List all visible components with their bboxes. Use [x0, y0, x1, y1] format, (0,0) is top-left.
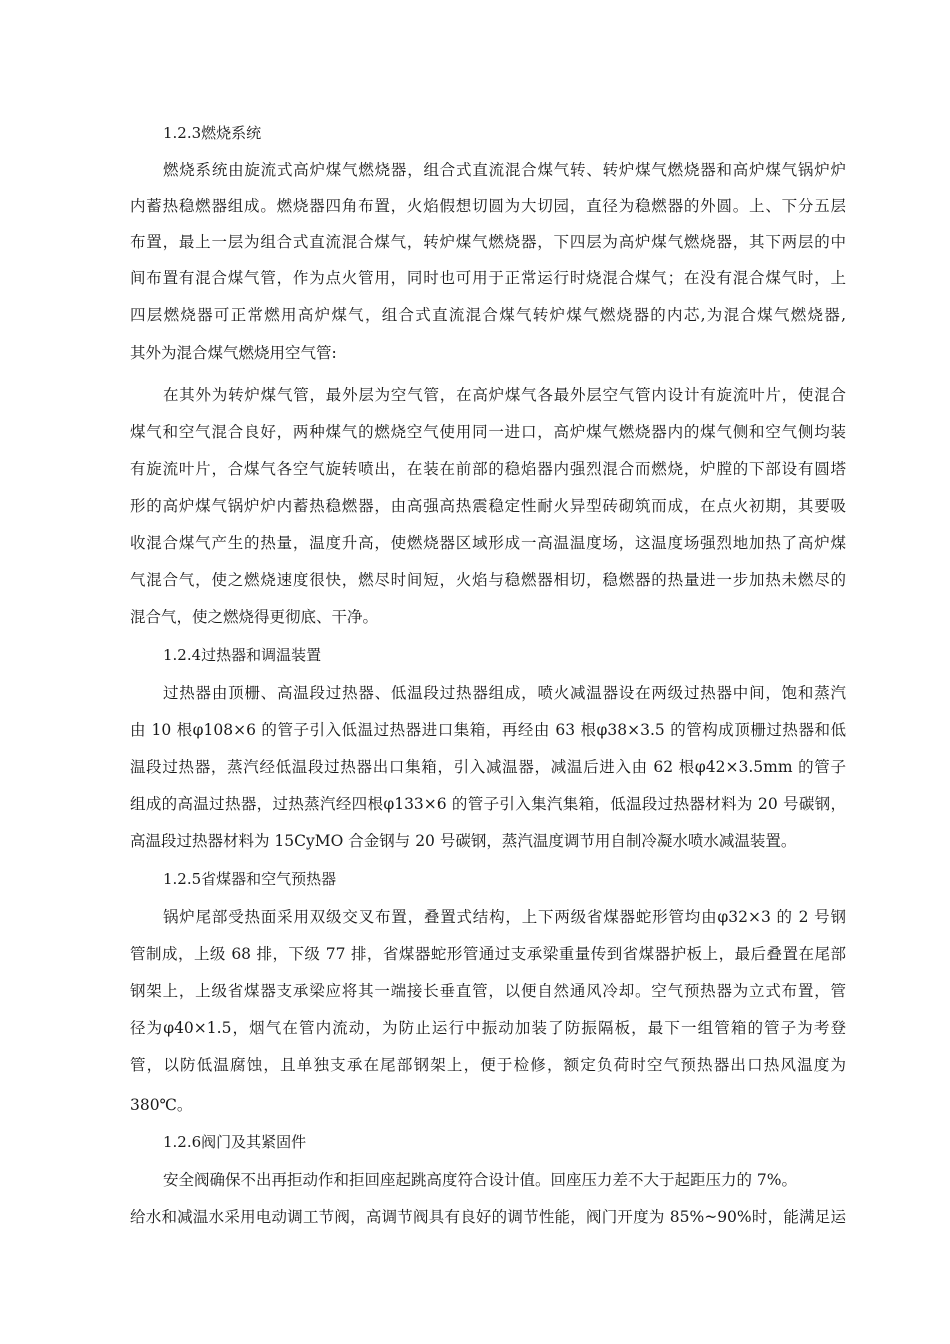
section-heading-superheater: 1.2.4过热器和调温装置 — [163, 646, 322, 664]
paragraph-line: 有旋流叶片，合煤气各空气旋转喷出，在装在前部的稳焰器内强烈混合而燃烧，炉膛的下部设有圆塔 — [130, 460, 846, 478]
paragraph-line: 四层燃烧器可正常燃用高炉煤气，组合式直流混合煤气转炉煤气燃烧器的内芯,为混合煤气燃烧器, — [130, 306, 846, 324]
paragraph-line: 燃烧系统由旋流式高炉煤气燃烧器，组合式直流混合煤气转、转炉煤气燃烧器和高炉煤气锅炉炉 — [163, 161, 846, 179]
section-heading-valves: 1.2.6阀门及其紧固件 — [163, 1133, 307, 1151]
paragraph-line: 间布置有混合煤气管，作为点火管用，同时也可用于正常运行时烧混合煤气；在没有混合煤气时，上 — [130, 269, 846, 287]
paragraph-line: 380℃。 — [130, 1096, 193, 1114]
paragraph-line: 由 10 根φ108×6 的管子引入低温过热器进口集箱，再经由 63 根φ38×3.5 的管构成顶栅过热器和低 — [130, 721, 846, 739]
paragraph-line: 高温段过热器材料为 15CyMO 合金钢与 20 号碳钢，蒸汽温度调节用自制冷凝水喷水减温装置。 — [130, 832, 797, 850]
paragraph-line: 管，以防低温腐蚀，且单独支承在尾部钢架上，便于检修，额定负荷时空气预热器出口热风温度为 — [130, 1056, 846, 1074]
paragraph-line: 钢架上，上级省煤器支承梁应将其一端接长垂直管，以便自然通风冷却。空气预热器为立式布置，管 — [130, 982, 846, 1000]
paragraph-line: 收混合煤气产生的热量，温度升高，使燃烧器区域形成一高温温度场，这温度场强烈地加热了高炉煤 — [130, 534, 846, 552]
paragraph-line: 在其外为转炉煤气管，最外层为空气管，在高炉煤气各最外层空气管内设计有旋流叶片，使混合 — [163, 386, 846, 404]
paragraph-line: 组成的高温过热器，过热蒸汽经四根φ133×6 的管子引入集汽集箱，低温段过热器材料为 20 号碳钢， — [130, 795, 846, 813]
paragraph-line: 安全阀确保不出再拒动作和拒回座起跳高度符合设计值。回座压力差不大于起距压力的 7%。 — [163, 1171, 798, 1189]
paragraph-line: 气混合气，使之燃烧速度很快，燃尽时间短，火焰与稳燃器相切，稳燃器的热量进一步加热未燃尽的 — [130, 571, 846, 589]
paragraph-line: 内蓄热稳燃器组成。燃烧器四角布置，火焰假想切圆为大切园，直径为稳燃器的外圆。上、下分五层 — [130, 197, 846, 215]
paragraph-line: 给水和减温水采用电动调工节阀，高调节阀具有良好的调节性能，阀门开度为 85%~90%时，能满足运 — [130, 1208, 846, 1226]
paragraph-line: 其外为混合煤气燃烧用空气管: — [130, 344, 337, 362]
paragraph-line: 煤气和空气混合良好，两种煤气的燃烧空气使用同一进口，高炉煤气燃烧器内的煤气侧和空气侧均装 — [130, 423, 846, 441]
section-heading-economizer: 1.2.5省煤器和空气预热器 — [163, 870, 337, 888]
section-heading-combustion: 1.2.3燃烧系统 — [163, 124, 262, 142]
paragraph-line: 温段过热器，蒸汽经低温段过热器出口集箱，引入减温器，减温后进入由 62 根φ42×3.5mm 的管子 — [130, 758, 846, 776]
paragraph-line: 径为φ40×1.5，烟气在管内流动，为防止运行中振动加装了防振隔板，最下一组管箱的管子为考登 — [130, 1019, 846, 1037]
paragraph-line: 管制成，上级 68 排，下级 77 排，省煤器蛇形管通过支承梁重量传到省煤器护板上，最后叠置在尾部 — [130, 945, 846, 963]
paragraph-line: 过热器由顶栅、高温段过热器、低温段过热器组成，喷火减温器设在两级过热器中间，饱和蒸汽 — [163, 684, 846, 702]
paragraph-line: 形的高炉煤气锅炉炉内蓄热稳燃器，由高强高热震稳定性耐火异型砖砌筑而成，在点火初期，其要吸 — [130, 497, 846, 515]
paragraph-line: 布置，最上一层为组合式直流混合煤气，转炉煤气燃烧器，下四层为高炉煤气燃烧器，其下两层的中 — [130, 233, 846, 251]
paragraph-line: 锅炉尾部受热面采用双级交叉布置，叠置式结构，上下两级省煤器蛇形管均由φ32×3 的 2 号钢 — [163, 908, 846, 926]
paragraph-line: 混合气，使之燃烧得更彻底、干净。 — [130, 608, 379, 626]
